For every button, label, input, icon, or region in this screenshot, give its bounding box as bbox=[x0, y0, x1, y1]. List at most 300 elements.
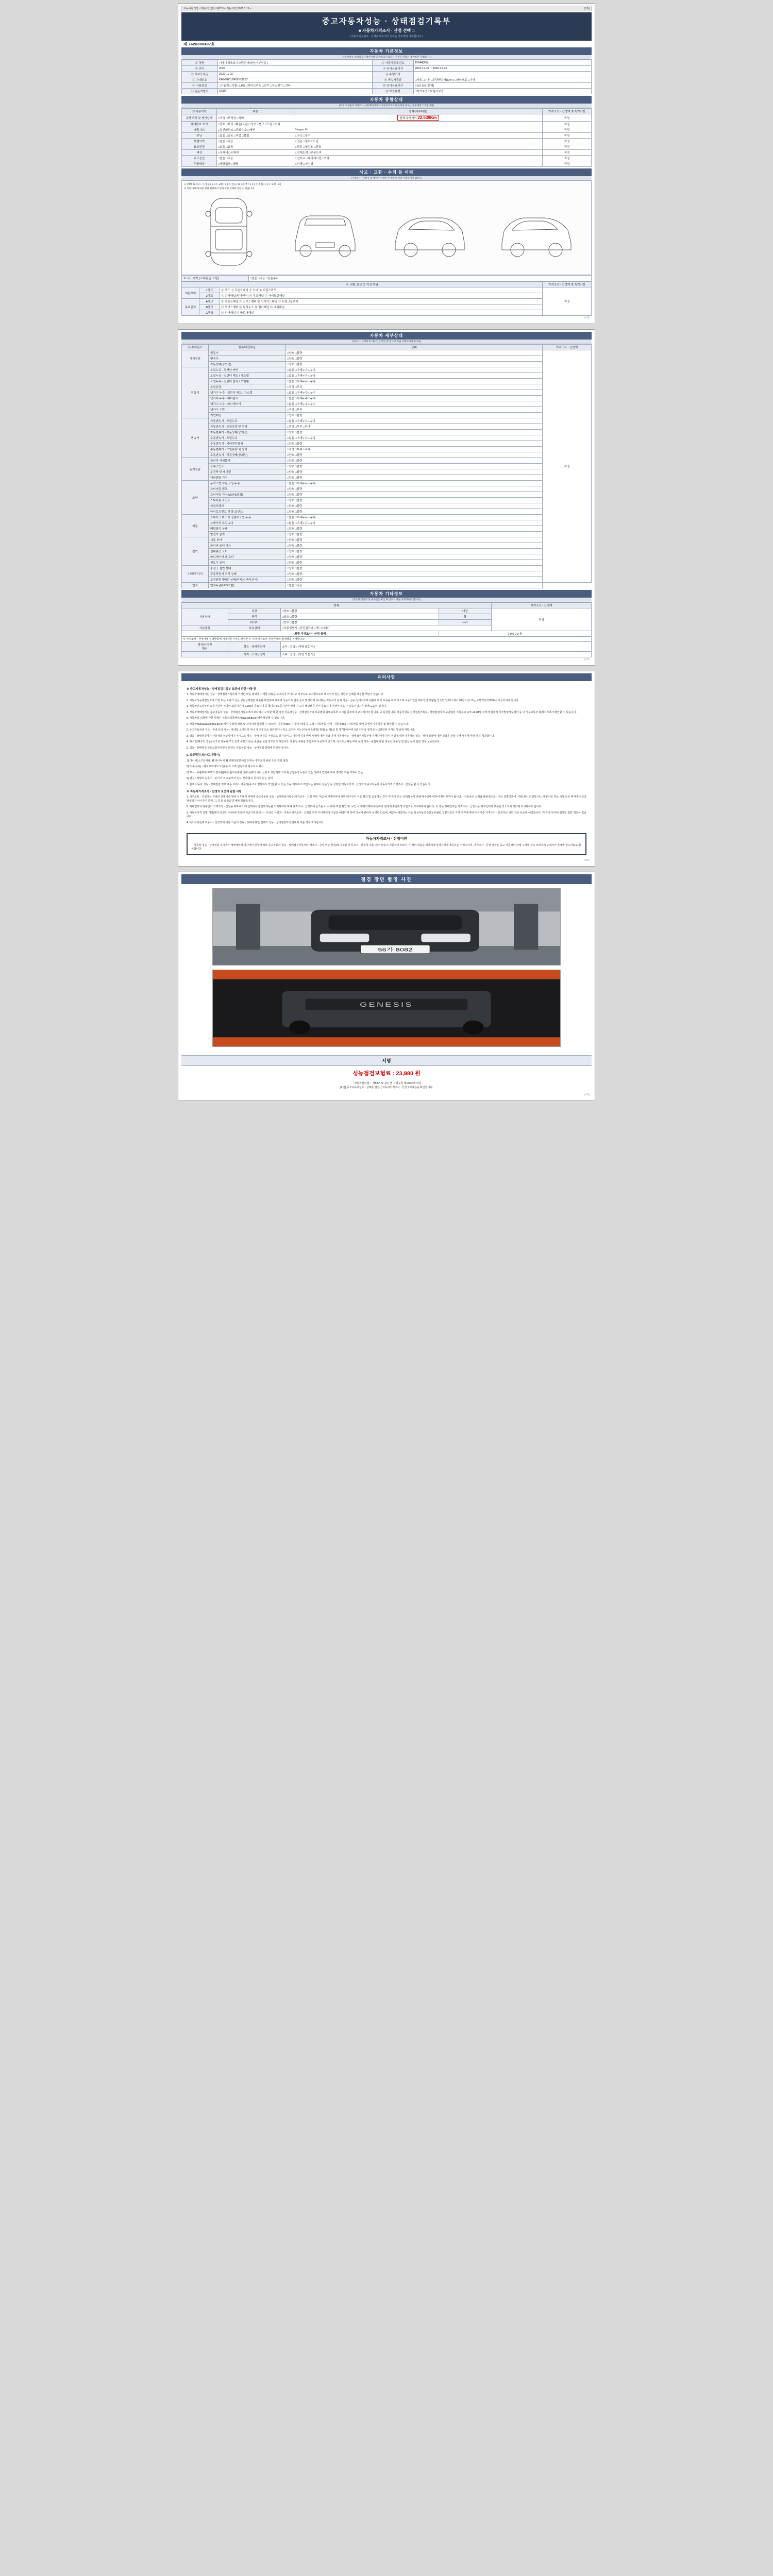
car-diagrams bbox=[184, 191, 589, 273]
damage-items: ⑯ 리어패널 ⑰ 플로어패널 bbox=[220, 310, 543, 316]
signature-group-label: 점검/산정자 확인 bbox=[182, 642, 228, 652]
detail-part: 스티어링 기어(MDPS포함) bbox=[209, 492, 286, 498]
table-row bbox=[182, 293, 592, 299]
etc-label: 유리 bbox=[439, 620, 491, 625]
detail-part: 냉각수 누수 - 워터펌프 bbox=[209, 396, 286, 401]
damage-diagram-panel bbox=[181, 181, 592, 275]
table-row bbox=[182, 492, 592, 498]
col-header: 상태 bbox=[286, 345, 543, 350]
table-row bbox=[182, 396, 592, 401]
form-topbar bbox=[181, 6, 592, 11]
overall-detail: □선루프 □내비게이션 □기타 bbox=[294, 156, 543, 161]
damage-rank: A랭크 bbox=[199, 299, 220, 304]
overall-options: □해당없음 □해당 bbox=[217, 161, 294, 167]
section-basic-title: 자동차 기본정보 bbox=[181, 47, 592, 55]
basic-value: 2022-12-27 bbox=[218, 72, 373, 77]
detail-part: 와이퍼 모터 기능 bbox=[209, 543, 286, 549]
basic-value: □가솔린 □디젤 □LPG □하이브리드 □전기 □수소전기 □기타 bbox=[218, 83, 373, 89]
notice-item: 3. 성능 · 상태점검자가 자동차의 성능상태기 가지으로 성능 · 상태 점검을 거짓으로 실시하여 그 대하여 기록부에 기재에 대한 결과 가재 자동차성능 · 상태점검기록부에 기재하여야 하며 점검에 대한 자동차의 성능 · 상태 점검에 대한 결과를 전달 주행 내용에 따라 점검 제공합니다. bbox=[187, 734, 495, 738]
overall-price: 적정 bbox=[543, 133, 592, 139]
damage-parts-header: ※ 교환, 판금 등 이상 부위 bbox=[182, 282, 543, 287]
svg-text:GENESIS: GENESIS bbox=[360, 1001, 413, 1008]
notice-item: 4) 검수 : 차량의 능동기 · 본이기 주 오로부터 있는 것에 불이 준이기 있는 상태 bbox=[187, 777, 273, 780]
table-row bbox=[182, 276, 592, 281]
overall-price: 적정 bbox=[543, 156, 592, 161]
signature-value: 소속 : 성명 : (서명 또는 인) bbox=[281, 642, 592, 652]
overall-label: 색상 bbox=[182, 150, 217, 156]
legal-note-line-1: 「자동차관리법」 제58조 및 같은 법 시행규칙 제120조에 따라 bbox=[351, 1081, 422, 1085]
overall-label: 용도변경 bbox=[182, 144, 217, 150]
detail-part: 발전기 출력 bbox=[209, 532, 286, 537]
detail-options: □없음 □미세누유 □누유 bbox=[286, 520, 543, 526]
page-footer-1: (1쪽) bbox=[584, 316, 590, 319]
document-header bbox=[181, 12, 592, 41]
notice-heading-2: 6. 보증범위 외(사고이력시) bbox=[187, 754, 220, 757]
table-row bbox=[182, 114, 592, 122]
table-row bbox=[182, 424, 592, 430]
detail-part: 윈도우 모터 bbox=[209, 560, 286, 566]
table-row bbox=[182, 631, 592, 637]
table-row bbox=[182, 486, 592, 492]
section-photos-title: 점검 장면 촬영 사진 bbox=[181, 874, 592, 884]
basic-label: ② 자동차등록번호 bbox=[373, 60, 414, 66]
detail-options: □양호 □불량 bbox=[286, 566, 543, 571]
detail-options: □양호 □불량 bbox=[286, 413, 543, 418]
car-top-view bbox=[198, 193, 260, 270]
detail-options: □없음 □미세누수 □누수 bbox=[286, 401, 543, 407]
car-side-view-right bbox=[498, 193, 575, 270]
table-row bbox=[182, 122, 592, 127]
notice-item: 3) 부식 : 차량부위 하부의 길리관(내부 판겨상형에 다해 콘버터 이나 산화로 상당하게 기타 판금강부의 녹슬어 있는 상태로 연락해 하나 경미한 것을 거부어 있는 bbox=[187, 771, 363, 774]
table-row bbox=[182, 537, 592, 543]
detail-group-name: 변속기 bbox=[182, 418, 209, 458]
detail-part: 배력장치 상태 bbox=[209, 526, 286, 532]
detail-part: 스티어링 조인트 bbox=[209, 498, 286, 503]
detail-part: 수동변속기 - 작동상태(공회전) bbox=[209, 452, 286, 458]
basic-label: ⑦ 차대번호 bbox=[182, 77, 218, 83]
section-notice-title: 유의사항 bbox=[181, 673, 592, 681]
basic-info-table bbox=[181, 60, 592, 94]
notice-heading-3: ※ 자동차가격조사 · 산정의 보증에 관한 사항 bbox=[187, 790, 242, 793]
detail-options: □양호 □불량 bbox=[286, 475, 543, 481]
mileage-box bbox=[397, 115, 439, 121]
table-header-row bbox=[182, 345, 592, 350]
col-header: ⑬ 사용이력 bbox=[182, 109, 217, 114]
notice-item: 2. 자동차성능점검업자가 거짓 또는 오류가 있는 성능상태점검 내용을 확인하여 대하여 성능기록 점검 등이 발생하지 아니하는 자동차의 남에 경우 - 성능·상태기록부 내용에 따라 보증을 하고 있으며 보증기간은 매수인이 차량을 인수한 날부터 최소 30일 이상 또는 주행거리 2,000km 이상이어야 합니다. bbox=[187, 699, 519, 702]
detail-price-value: 적정 bbox=[543, 350, 592, 583]
section-detail-title: 자동차 세부상태 bbox=[181, 332, 592, 340]
table-row bbox=[182, 509, 592, 515]
detail-group-name: 제동 bbox=[182, 515, 209, 537]
detail-part: 오일누유 - 로커암 커버 bbox=[209, 367, 286, 373]
etc-label: 타이어 bbox=[228, 620, 280, 625]
table-row bbox=[182, 608, 592, 614]
table-row bbox=[182, 144, 592, 150]
detail-options: □양호 □불량 bbox=[286, 441, 543, 447]
detail-options: □양호 □불량 bbox=[286, 532, 543, 537]
table-row bbox=[182, 133, 592, 139]
table-row bbox=[182, 441, 592, 447]
basic-label: ⑫ 보증유형 bbox=[373, 89, 414, 94]
detail-part: 등속조인트 bbox=[209, 464, 286, 469]
detail-options: □양호 □불량 bbox=[286, 464, 543, 469]
detail-options: □양호 □불량 bbox=[286, 458, 543, 464]
table-row bbox=[182, 435, 592, 441]
table-row bbox=[182, 571, 592, 577]
detail-part: 클러치 어셈블리 bbox=[209, 458, 286, 464]
detail-options: □양호 □불량 bbox=[286, 362, 543, 367]
table-row bbox=[182, 156, 592, 161]
detail-options: □적정 □부족 □과다 bbox=[286, 424, 543, 430]
sheet-page-4 bbox=[178, 872, 595, 1101]
table-row bbox=[182, 554, 592, 560]
etc-info-table bbox=[181, 602, 592, 657]
detail-part: 냉각수 누수 - 실린더 헤드 / 가스켓 bbox=[209, 390, 286, 396]
header-subtitle: ■ 자동차가격조사 · 산정 선택 □ bbox=[358, 28, 415, 33]
damage-rank: 1랭크 bbox=[199, 287, 220, 293]
col-header: 항목/해당부품 bbox=[209, 345, 286, 350]
col-header: ⑭ 수리필요 bbox=[182, 345, 209, 350]
table-row bbox=[182, 161, 592, 167]
detail-part: 실내송풍 모터 bbox=[209, 549, 286, 554]
col-header: 내용 bbox=[217, 109, 294, 114]
overall-options: □양호 □부식 □훼손(오손) □상이 □변조 □도말 □기타 bbox=[217, 122, 543, 127]
notice-body bbox=[181, 681, 592, 830]
table-row bbox=[182, 304, 592, 310]
car-side-view-left bbox=[391, 193, 468, 270]
detail-options: □양호 □불량 bbox=[286, 503, 543, 509]
overall-price: 적정 bbox=[543, 122, 592, 127]
etc-label: 외장 bbox=[228, 608, 280, 614]
detail-options: □양호 □불량 bbox=[286, 486, 543, 492]
detail-part: 자동변속기 - 작동상태(공회전) bbox=[209, 430, 286, 435]
table-row bbox=[182, 637, 592, 642]
photo-gallery bbox=[181, 884, 592, 1055]
etc-options: □양호 □불량 bbox=[281, 608, 439, 614]
inspection-photo-underbody bbox=[212, 970, 561, 1047]
table-row bbox=[182, 287, 592, 293]
col-header: 가격조사 · 산정액 bbox=[543, 345, 592, 350]
table-row bbox=[182, 481, 592, 486]
section-accident-title: 사고 · 교환 · 수리 등 이력 bbox=[181, 168, 592, 176]
signature-group-label-2 bbox=[182, 652, 228, 657]
table-row bbox=[182, 549, 592, 554]
detail-options: □양호 □불량 bbox=[286, 350, 543, 356]
basic-value: □자동 □수동 □무단변속기(CVT) □세미오토 □기타 bbox=[414, 77, 592, 83]
overall-label: 리콜대상 bbox=[182, 161, 217, 167]
page-footer-4: (4쪽) bbox=[584, 1093, 590, 1096]
basic-label: ① 차명 bbox=[182, 60, 218, 66]
overall-detail: □이행 □미이행 bbox=[294, 161, 543, 167]
legal-note bbox=[181, 1080, 592, 1093]
overall-options: □없음 □있음 bbox=[217, 156, 294, 161]
detail-part: 냉각수 누수 - 라디에이터 bbox=[209, 401, 286, 407]
overall-price: 적정 bbox=[543, 139, 592, 144]
table-row bbox=[182, 367, 592, 373]
table-row bbox=[182, 577, 592, 583]
detail-part: 자동변속기 - 오일유량 및 상태 bbox=[209, 424, 286, 430]
detail-options: □없음 □미세누유 □누유 bbox=[286, 379, 543, 384]
etc-label: 휠 bbox=[439, 614, 491, 620]
basic-label: ⑤ 최초등록일 bbox=[182, 72, 218, 77]
detail-options: □없음 □미세누유 □누유 bbox=[286, 435, 543, 441]
table-row bbox=[182, 642, 592, 652]
table-row bbox=[182, 447, 592, 452]
notice-item: 2. 매매업자와 매수인이 가격조사 · 산정을 위하여 거래 선택되어의 선택기능을 기재하여야 하며 가격조사 · 산정하여 골조를 이 시 내에 직접 확인 후, 보인 시 재매적계에 부설하기 전에 매수인에게 서면으로 교지하여야 합니다. 이 경우 매매업자는 가격조사 · 산정서를 매수인에게 교부한 것으로서 계약해 아니하여도 합니다. bbox=[187, 805, 542, 809]
detail-part: 디퍼렌셜 기어 bbox=[209, 475, 286, 481]
overall-options: □일산화탄소 □탄화수소 □매연 bbox=[217, 127, 294, 133]
overall-price: 적정 bbox=[543, 161, 592, 167]
damage-items: ⑧ 프론트패널 ⑨ 크로스멤버 ⑩ 인사이드패널 ⑪ 트렁크플로어 bbox=[220, 299, 543, 304]
table-row bbox=[182, 532, 592, 537]
damage-group-name: 외판부위 bbox=[182, 287, 199, 299]
table-row bbox=[182, 89, 592, 94]
detail-options: □적정 □부족 bbox=[286, 407, 543, 413]
table-row bbox=[182, 373, 592, 379]
detail-options: □양호 □불량 bbox=[286, 543, 543, 549]
table-row bbox=[182, 384, 592, 390]
damage-rank: B랭크 bbox=[199, 304, 220, 310]
notice-item: 3. 자동차인도일부터 보증기간이 지나면 보증기간이 1,000일 종료하여 중 합니다 (보증기간이 연장 시 고지 해당보증 간이 종료하여 이상이 있을 수 있습니다.) 중 함께 도움이 됩니다. bbox=[187, 705, 387, 708]
table-row bbox=[182, 127, 592, 133]
detail-options: □양호 □불량 bbox=[286, 571, 543, 577]
fee-value: 23,980 원 bbox=[396, 1070, 421, 1077]
detail-options: □없음 □미세누유 □누유 bbox=[286, 481, 543, 486]
accident-history-options: □없음 □있음 □단순수리 bbox=[249, 276, 592, 281]
table-row bbox=[182, 652, 592, 657]
basic-label: ⑧ 변속기종류 bbox=[373, 77, 414, 83]
table-row bbox=[182, 77, 592, 83]
table-row bbox=[182, 150, 592, 156]
detail-part: 오일누유 - 실린더 헤드 / 가스켓 bbox=[209, 373, 286, 379]
detail-part: 라디에이터 팬 모터 bbox=[209, 554, 286, 560]
detail-part: 추진축 및 베어링 bbox=[209, 469, 286, 475]
notice-item: 5. 성능 · 상태점검 국토교통부장관이 관하는 자동차를 성능 · 상태점검 방법에 따라야 합니다. bbox=[187, 746, 290, 750]
final-price-value: 0 0 0 0 0 원 bbox=[439, 631, 591, 637]
overall-label: 배출가스 bbox=[182, 127, 217, 133]
col-header: 항목 bbox=[182, 603, 492, 608]
overall-options: □없음 □있음 bbox=[217, 139, 294, 144]
final-price-note: ※ 가격조사 · 산정자에 설명항목에 기재기준가격을 산정한 후 기타 가격조사·산정금액의 합계액을 기재합니다. bbox=[182, 637, 592, 642]
overall-detail: □구조 □장치 bbox=[294, 133, 543, 139]
header-note: [ 자동차인도일로 · 산정은 매수인이 원하는 경우에만 기재합니다. ] bbox=[349, 35, 424, 38]
overall-price: 적정 bbox=[543, 127, 592, 133]
detail-part: 충전구 절연 상태 bbox=[209, 566, 286, 571]
basic-value bbox=[414, 72, 592, 77]
detail-part: 연료누출(LPG포함) bbox=[209, 583, 286, 588]
detail-options: □없음 □미세누수 □누수 bbox=[286, 396, 543, 401]
detail-options: □양호 □불량 bbox=[286, 469, 543, 475]
detail-group-name: 동력전달 bbox=[182, 458, 209, 481]
svg-text:56가 8082: 56가 8082 bbox=[378, 946, 413, 953]
final-price-label: 최종 가격조사 · 산정 금액 bbox=[182, 631, 439, 637]
overall-label: 특별이력 bbox=[182, 139, 217, 144]
definition-body: 「자동차 성능 · 상태점검 실시자가 매매계약에 당사자의 신청에 따라 중고자동차 성능 · 상태점검기록부(가격조사 · 산정 부분 한정)에 기재된 가격 조사 · 산정의 내용 이라 합니다. 자동차가격조사 · 산정의 내용을 매매계약 당사자에게 제공하는 서비스이며, 가격조사 · 산정 결과는 중고 자동차의 판매 구매액 결고 소비자의 구매자가 결정에 참고자료로 활용합니다. bbox=[191, 843, 581, 851]
notice-item: 6. 자동차365(www.car365.go.kr)에서 설명에 정보 및 검사이력 확인할 수 있으며 · 자동차365 ) 자동차 내에 중 고객 / 자동차를 전에 · 자동차365 ) 자동차를 내에 중에서 자동차를 및 확인할 수 있습니다. bbox=[187, 722, 409, 726]
table-row bbox=[182, 566, 592, 571]
table-row bbox=[182, 430, 592, 435]
legal-note-line-2: [1 인] 중고자동차성능 · 상태를 점검, [ 자동차가격조사 · 산정 ) 하였음을 확인합니다. bbox=[340, 1086, 433, 1089]
detail-part: 냉각수 수량 bbox=[209, 407, 286, 413]
inspection-fee bbox=[181, 1066, 592, 1080]
detail-part: 스티어링 펌프 bbox=[209, 486, 286, 492]
damage-parts-table bbox=[181, 281, 592, 316]
table-row bbox=[182, 560, 592, 566]
table-row bbox=[182, 66, 592, 72]
detail-options: □없음 □미세누유 □누유 bbox=[286, 367, 543, 373]
detail-group-name: 조향 bbox=[182, 481, 209, 515]
detail-part: 파워크랭크 bbox=[209, 503, 286, 509]
table-row bbox=[182, 543, 592, 549]
overall-label: 튜닝 bbox=[182, 133, 217, 139]
overall-label: 주행거리 및 계기상태 bbox=[182, 114, 217, 122]
detail-group-name: 전기 bbox=[182, 537, 209, 566]
overall-detail: □전체도색 □부분도색 bbox=[294, 150, 543, 156]
overall-detail-cell bbox=[294, 114, 543, 122]
table-row bbox=[182, 72, 592, 77]
overall-detail: □전손 □침수 □도난 bbox=[294, 139, 543, 144]
accident-history-table bbox=[181, 275, 592, 281]
basic-label: ⑥ 주행거리 bbox=[373, 72, 414, 77]
table-row bbox=[182, 60, 592, 66]
signature-value: 소속 : 성명 : (서명 또는 인) bbox=[281, 652, 592, 657]
form-code: 자동차관리법 시행규칙 [별지 제82호서식] <개정 2021.1.19.> bbox=[183, 7, 251, 10]
overall-state-table bbox=[181, 108, 592, 167]
etc-options: □양호 □불량 bbox=[281, 614, 439, 620]
detail-state-table bbox=[181, 344, 592, 588]
damage-price-header: 가격조사 · 산정액 및 특기사항 bbox=[543, 282, 592, 287]
etc-label: 보유상태 bbox=[228, 625, 280, 631]
table-row bbox=[182, 418, 592, 424]
detail-part: 브레이크 오일 누유 bbox=[209, 520, 286, 526]
detail-part: 수동변속기 - 오일유량 및 상태 bbox=[209, 447, 286, 452]
detail-part: 변속기 bbox=[209, 356, 286, 362]
sheet-page-1 bbox=[178, 3, 595, 324]
detail-part: 원동기 bbox=[209, 350, 286, 356]
detail-group-name: 고전원전기장치 bbox=[182, 566, 209, 583]
detail-group-name: 연료 bbox=[182, 583, 209, 588]
etc-label: 기본품목 bbox=[182, 625, 228, 631]
section-etc-note: (자동차·산정자 및 매수인은 확인 후 반드시 자필 서명하여야 합니다) bbox=[181, 598, 592, 602]
accident-history-label: ※ 사고이력 (교차/판금 포함) bbox=[182, 276, 249, 281]
detail-options: □적정 □부족 bbox=[286, 384, 543, 390]
etc-options: □사용설명서 □안전삼각대 □잭 □스패너 bbox=[281, 625, 492, 631]
detail-part: 고전원전기배선 상태(피복,커넥터,단자) bbox=[209, 577, 286, 583]
basic-value: 0 0 0 0 0 (선택) bbox=[414, 83, 592, 89]
table-row bbox=[182, 452, 592, 458]
basic-value: 디에이치오토기스템먼더라인(더부엄길 ) bbox=[218, 60, 373, 66]
damage-rank: 2랭크 bbox=[199, 293, 220, 299]
table-header-row bbox=[182, 282, 592, 287]
overall-options: □적정 □부적정 □정비 bbox=[217, 114, 294, 122]
overall-options: □없음 □있음 bbox=[217, 144, 294, 150]
basic-value: KMHE851BFSDS3217 bbox=[218, 77, 373, 83]
basic-label: ④ 검사유효기간 bbox=[373, 66, 414, 72]
table-row bbox=[182, 139, 592, 144]
table-header-row bbox=[182, 109, 592, 114]
etc-group-label: 사용상태 bbox=[182, 608, 228, 625]
col-header: 항목(세부내용) bbox=[294, 109, 543, 114]
etc-label: 내장 bbox=[439, 608, 491, 614]
table-row bbox=[182, 498, 592, 503]
detail-options: □없음 □미세누유 □누유 bbox=[286, 515, 543, 520]
basic-label: ⑪ 원동기형식 bbox=[182, 89, 218, 94]
table-row bbox=[182, 503, 592, 509]
table-row bbox=[182, 475, 592, 481]
table-row bbox=[182, 469, 592, 475]
detail-part: 자동변속기 - 오일누유 bbox=[209, 418, 286, 424]
detail-options: □양호 □불량 bbox=[286, 577, 543, 583]
table-row bbox=[182, 464, 592, 469]
detail-part: 오일누유 - 실린더 블록 / 오일팬 bbox=[209, 379, 286, 384]
detail-part: 수동변속기 - 오일누유 bbox=[209, 435, 286, 441]
detail-options: □양호 □불량 bbox=[286, 509, 543, 515]
notice-item: 4. 매수인(매수인 경우) 시고로 자동차 주요 골격 부분의 판금 중첩을 심한 경우로 한정합니다 의 용접 부위를 포함하여 보증하고 있으며, 사이드실패널 부위 등의 경우 - 용접에 대한 자동차의 용접 및 판금 등의 심한 경우 보증합니다. bbox=[187, 740, 441, 744]
col-header: 가격조사 · 산정액 및 특기사항 bbox=[543, 109, 592, 114]
detail-part: 커먼레일 bbox=[209, 413, 286, 418]
detail-options: □양호 □불량 bbox=[286, 430, 543, 435]
etc-options: □양호 □불량 bbox=[281, 620, 439, 625]
detail-options: □양호 □불량 bbox=[286, 560, 543, 566]
notice-item: 4. 특기사항란에 자동차 · 산정액에 대한 기준의 성능 · 상태에 대한 견해가 성능 · 상태점검자의 견해와 다를 경우 표시합니다. bbox=[187, 821, 325, 824]
damage-group-name: 주요골격 bbox=[182, 299, 199, 316]
table-row bbox=[182, 458, 592, 464]
table-row bbox=[182, 526, 592, 532]
detail-options: □양호 □불량 bbox=[286, 356, 543, 362]
overall-price: 적정 bbox=[543, 144, 592, 150]
table-row bbox=[182, 390, 592, 396]
section-overall-note: (주요 구성품의 가격조사·산정 확인사항과 자동차가격조사·산정을 원하는 경우에만 기재합니다) bbox=[181, 104, 592, 108]
detail-options: □없음 □미세누수 □누수 bbox=[286, 390, 543, 396]
sheet-page-2 bbox=[178, 329, 595, 666]
section-overall-title: 자동차 종합상태 bbox=[181, 96, 592, 104]
detail-part: 브레이크 마스터 실린더오일 누유 bbox=[209, 515, 286, 520]
detail-group-name: 원동기 bbox=[182, 367, 209, 418]
basic-value: G6DT bbox=[218, 89, 373, 94]
report-number: 제 7626000497호 bbox=[183, 43, 215, 46]
section-basic-note: (자동차성능·상태점검자 확인사항 및 자동차가격조사·산정을 원하는 경우에만 기재합니다) bbox=[181, 55, 592, 60]
signature-label: 가격 · 조사산정자 bbox=[228, 652, 280, 657]
detail-options: □양호 □불량 bbox=[286, 537, 543, 543]
table-row bbox=[182, 413, 592, 418]
table-row bbox=[182, 350, 592, 356]
car-front-view bbox=[289, 193, 361, 270]
table-row bbox=[182, 356, 592, 362]
detail-group-name: 자기진단 bbox=[182, 350, 209, 367]
detail-options: □양호 □불량 bbox=[286, 526, 543, 532]
detail-part: 동력조향 작동 오일 누유 bbox=[209, 481, 286, 486]
damage-items: ① 후드 ② 프론트펜더 ③ 도어 ④ 트렁크리드 bbox=[220, 287, 543, 293]
table-row bbox=[182, 83, 592, 89]
mileage-label: 현재 주행거리 bbox=[399, 117, 417, 120]
overall-price: 적정 bbox=[543, 114, 592, 122]
overall-options: □무채색 □유채색 bbox=[217, 150, 294, 156]
table-row bbox=[182, 407, 592, 413]
mileage-value: 22,539Km bbox=[417, 115, 437, 120]
table-header-row bbox=[182, 603, 592, 608]
basic-label: ⑩ 검사유효기간 bbox=[373, 83, 414, 89]
etc-label: 광택 bbox=[228, 614, 280, 620]
damage-price-value: 적정 bbox=[543, 287, 592, 316]
detail-options: □양호 □불량 bbox=[286, 492, 543, 498]
detail-part: 작동상태(공회전) bbox=[209, 362, 286, 367]
notice-item: 3. 자동차가격 설명 개별(매수인 본인 여부)에 작성에 기준가격과 교시 · 산정의 사항과 - 자동차가격조사 · 산정을 하지 아니하여야 기준을 배상하여 하며 기능에 관하여 설명한 다음에, 배근에 해당하는 자는 한국자동차진단보증협회 설명기준의 가격 자격에 따라 검사기준 가격조사 · 산정자로 의한 작동 보증에 해당합니다. 제 자정 위니에 설명한 권한 책임이 있습니다. bbox=[187, 811, 586, 819]
overall-options: □없음 □있음 □적법 □불법 bbox=[217, 133, 294, 139]
signature-label: 성능 · 상태점검자 bbox=[228, 642, 280, 652]
detail-part: 타이로드엔드 및 볼 조인트 bbox=[209, 509, 286, 515]
overall-detail: % ppm % bbox=[294, 127, 543, 133]
table-row bbox=[182, 520, 592, 526]
